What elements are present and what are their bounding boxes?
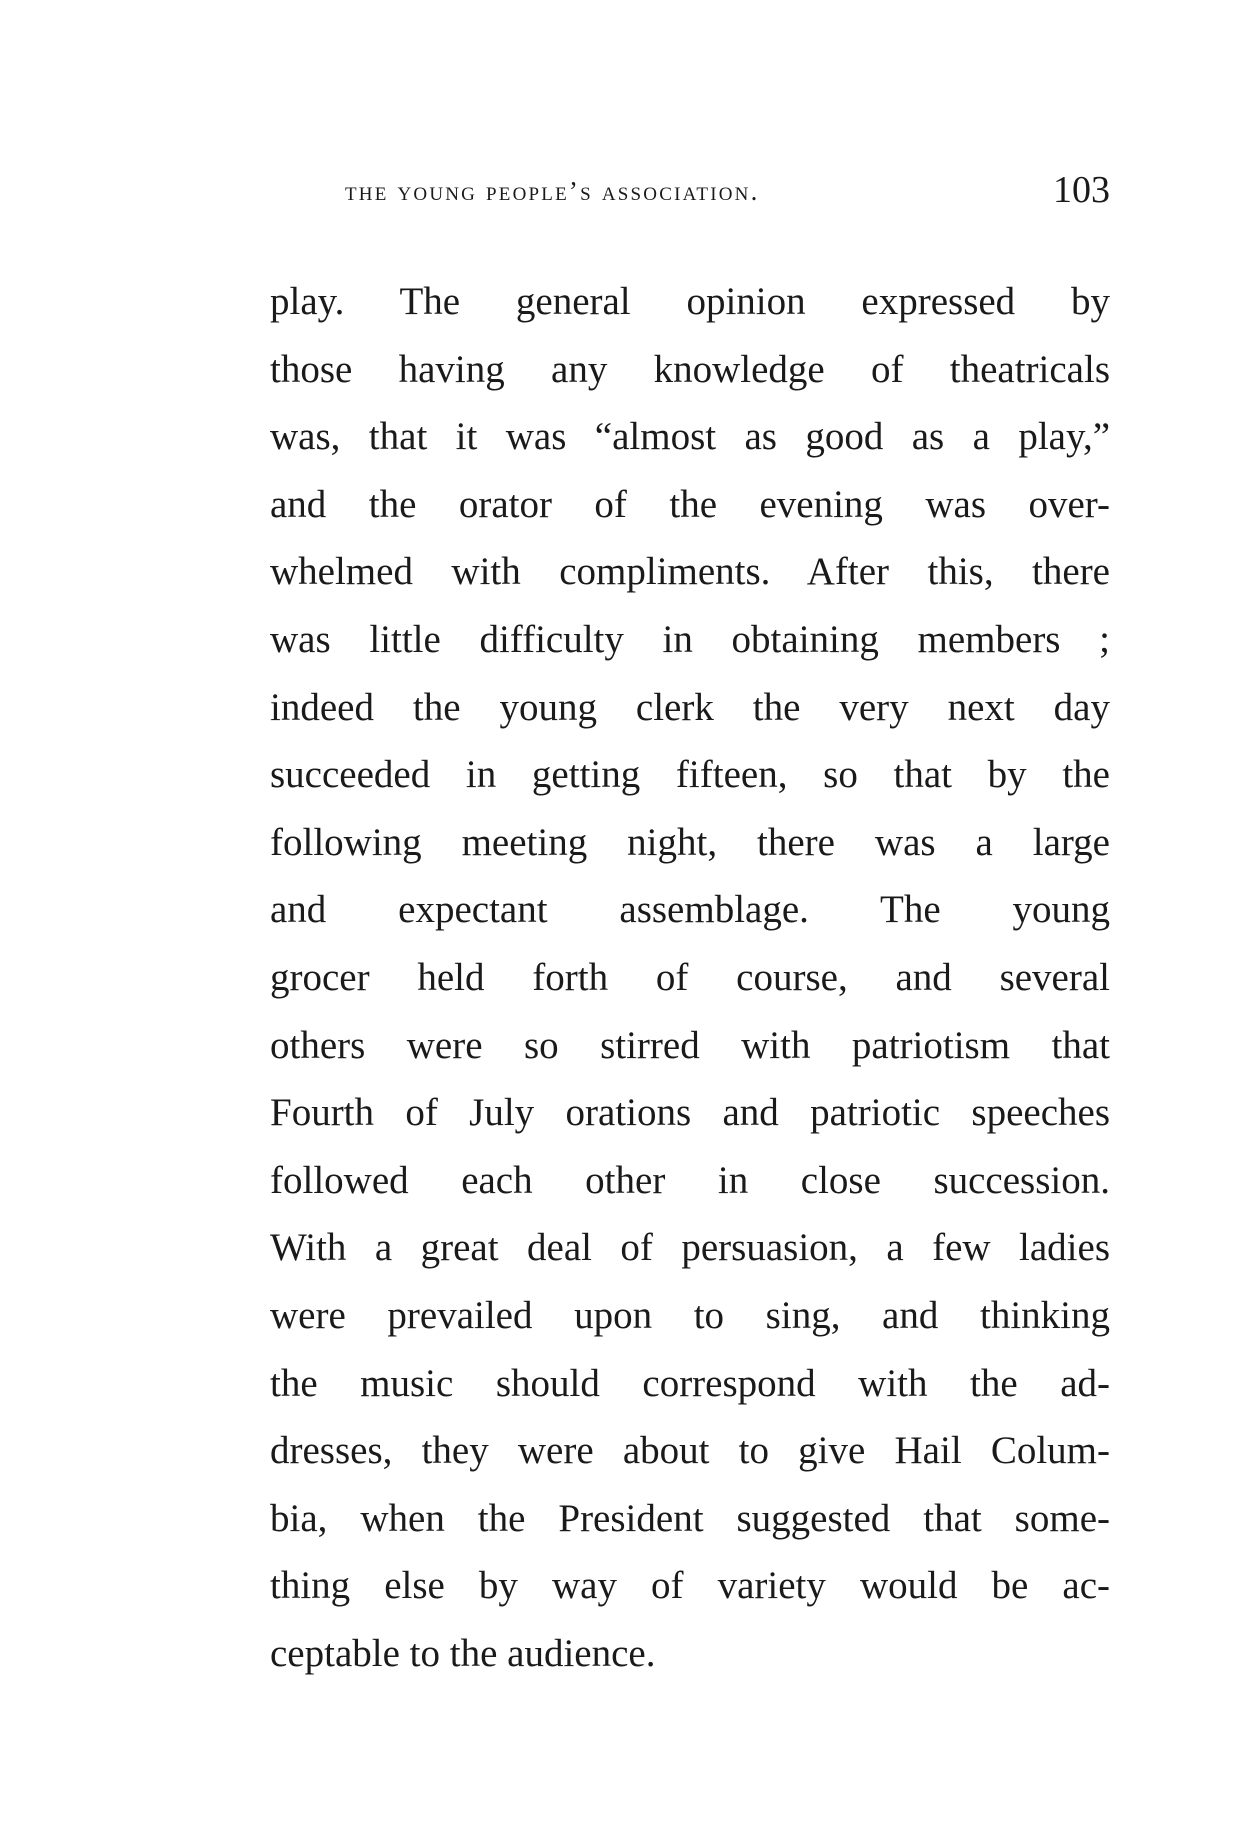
text-line: others were so stirred with patriotism that xyxy=(270,1023,1110,1067)
text-line: thing else by way of variety would be ac- xyxy=(270,1564,1110,1608)
text-line: those having any knowledge of theatricals xyxy=(270,347,1110,391)
text-line: succeeded in getting fifteen, so that by the xyxy=(270,753,1110,797)
text-line: and expectant assemblage. The young xyxy=(270,888,1110,932)
text-line: play. The general opinion expressed by xyxy=(270,280,1110,323)
page-header xyxy=(345,168,1110,218)
text-line: grocer held forth of course, and several xyxy=(270,955,1110,999)
text-line: were prevailed upon to sing, and thinking xyxy=(270,1293,1110,1337)
text-line: and the orator of the evening was over- xyxy=(270,482,1110,526)
running-head: the young people’s association. xyxy=(345,176,760,206)
text-line: indeed the young clerk the very next day xyxy=(270,685,1110,729)
text-line: bia, when the President suggested that some- xyxy=(270,1496,1110,1540)
text-line: was little difficulty in obtaining members ; xyxy=(270,617,1110,661)
text-line: Fourth of July orations and patriotic speeches xyxy=(270,1091,1110,1135)
page-number: 103 xyxy=(1053,169,1110,211)
text-line: dresses, they were about to give Hail Colum- xyxy=(270,1429,1110,1473)
text-line: With a great deal of persuasion, a few ladies xyxy=(270,1226,1110,1270)
text-line: whelmed with compliments. After this, there xyxy=(270,550,1110,594)
text-line: ceptable to the audience. xyxy=(270,1631,656,1675)
text-line: was, that it was “almost as good as a play,” xyxy=(270,415,1110,459)
text-line: the music should correspond with the ad- xyxy=(270,1361,1110,1405)
text-line: followed each other in close succession. xyxy=(270,1158,1110,1202)
body-text xyxy=(270,268,1110,1687)
text-line: following meeting night, there was a large xyxy=(270,820,1110,864)
